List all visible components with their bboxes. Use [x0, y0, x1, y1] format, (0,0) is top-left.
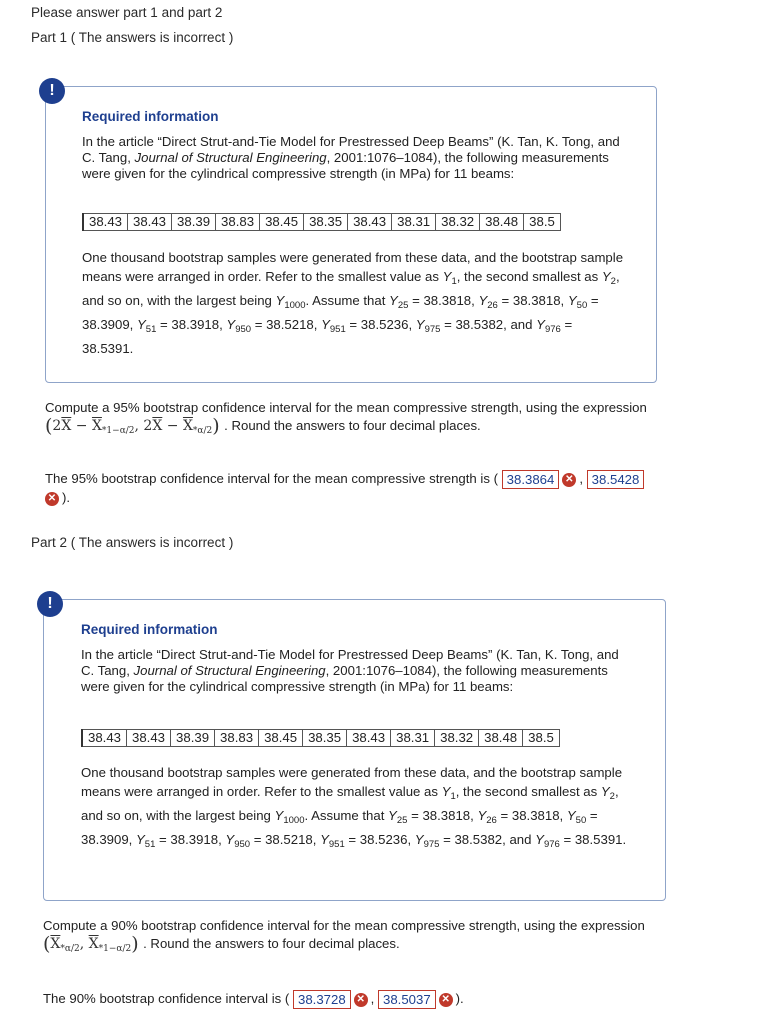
part1-answer-close: ✕ ). [45, 490, 70, 506]
bootstrap-description: One thousand bootstrap samples were generated from these data, and the bootstrap sample means were arranged in order. Refer to the smallest value as $Y_1$, the second smallest as $Y_2$, and so on, with the largest being $Y_{1000}$. Assume that $Y_{25} = 38.3818$, $Y_{26} = 38.3818$, $Y_{50} = 38.3909$, $Y_{51} = 38.3918$, $Y_{950} = 38.5218$, $Y_{951} = 38.5236$, $Y_{975} = 38.5382$, and $Y_{976} = 38.5391$. [82, 250, 624, 356]
part1-lower-input[interactable]: 38.3864 [502, 470, 560, 489]
measurement-cell: 38.5 [523, 730, 560, 747]
measurement-cell: 38.31 [391, 730, 435, 747]
required-info-card-2 [43, 599, 666, 901]
incorrect-icon: ✕ [562, 473, 576, 487]
measurement-cell: 38.43 [128, 214, 172, 231]
measurement-cell: 38.43 [82, 730, 127, 747]
part1-prompt: Compute a 95% bootstrap confidence interval for the mean compressive strength, using the expression [45, 400, 647, 415]
part2-label: Part 2 ( The answers is incorrect ) [31, 535, 234, 550]
part1-upper-input[interactable]: 38.5428 [587, 470, 645, 489]
measurement-cell: 38.32 [435, 730, 479, 747]
measurement-cell: 38.48 [479, 730, 523, 747]
measurement-cell: 38.48 [480, 214, 524, 231]
measurement-cell: 38.39 [171, 730, 215, 747]
measurement-cell: 38.35 [304, 214, 348, 231]
measurement-cell: 38.43 [127, 730, 171, 747]
instruction-text: Please answer part 1 and part 2 [31, 5, 223, 20]
journal-name: Journal of Structural Engineering [133, 663, 326, 679]
measurement-cell: 38.83 [216, 214, 260, 231]
journal-name: Journal of Structural Engineering [134, 150, 327, 166]
measurement-cell: 38.43 [347, 730, 391, 747]
measurement-cell: 38.35 [303, 730, 347, 747]
article-intro: In the article “Direct Strut-and-Tie Model for Prestressed Deep Beams” (K. Tan, K. Tong, and C. Tang, Journal of Structural Engineering, 2001:1076–1084), the following measurements were given for the cylindrical compressive strength (in MPa) for 11 beams: [81, 647, 619, 695]
incorrect-icon: ✕ [45, 492, 59, 506]
article-intro: In the article “Direct Strut-and-Tie Model for Prestressed Deep Beams” (K. Tan, K. Tong, and C. Tang, Journal of Structural Engineering, 2001:1076–1084), the following measurements were given for the cylindrical compressive strength (in MPa) for 11 beams: [82, 134, 620, 182]
alert-icon: ! [39, 78, 65, 104]
measurement-cell: 38.45 [259, 730, 303, 747]
part1-answer-line: The 95% bootstrap confidence interval for the mean compressive strength is ( 38.3864 ✕ , 38.5428 [45, 470, 644, 489]
part2-upper-input[interactable]: 38.5037 [378, 990, 436, 1009]
part2-expression: ($\overline{X}_{*\alpha/2}$, $\overline{X}_{*1-\alpha/2}$) . Round the answers to four decimal places. [43, 933, 400, 955]
part2-lower-input[interactable]: 38.3728 [293, 990, 351, 1009]
measurement-cell: 38.43 [83, 214, 128, 231]
incorrect-icon: ✕ [354, 993, 368, 1007]
part1-label: Part 1 ( The answers is incorrect ) [31, 30, 234, 45]
table-row [82, 730, 559, 747]
bootstrap-description: One thousand bootstrap samples were generated from these data, and the bootstrap sample means were arranged in order. Refer to the smallest value as $Y_1$, the second smallest as $Y_2$, and so on, with the largest being $Y_{1000}$. Assume that $Y_{25} = 38.3818$, $Y_{26} = 38.3818$, $Y_{50} = 38.3909$, $Y_{51} = 38.3918$, $Y_{950} = 38.5218$, $Y_{951} = 38.5236$, $Y_{975} = 38.5382$, and $Y_{976} = 38.5391$. [81, 765, 627, 850]
measurements-table [82, 213, 561, 231]
measurement-cell: 38.43 [348, 214, 392, 231]
required-info-title: Required information [81, 622, 218, 637]
alert-icon: ! [37, 591, 63, 617]
part2-answer-line: The 90% bootstrap confidence interval is ( 38.3728 ✕ , 38.5037 ✕ ). [43, 990, 464, 1007]
table-row [83, 214, 560, 231]
measurement-cell: 38.39 [172, 214, 216, 231]
measurements-table [81, 729, 560, 747]
part1-expression: ($2\overline{X} - \overline{X}_{*1-\alpha/2}$, $2\overline{X} - \overline{X}_{*\alpha/2}$) . Round the answers to four decimal places. [45, 415, 481, 437]
incorrect-icon: ✕ [439, 993, 453, 1007]
required-info-title: Required information [82, 109, 219, 124]
measurement-cell: 38.31 [392, 214, 436, 231]
measurement-cell: 38.83 [215, 730, 259, 747]
measurement-cell: 38.45 [260, 214, 304, 231]
part2-prompt: Compute a 90% bootstrap confidence interval for the mean compressive strength, using the expression [43, 918, 645, 933]
measurement-cell: 38.5 [524, 214, 561, 231]
measurement-cell: 38.32 [436, 214, 480, 231]
